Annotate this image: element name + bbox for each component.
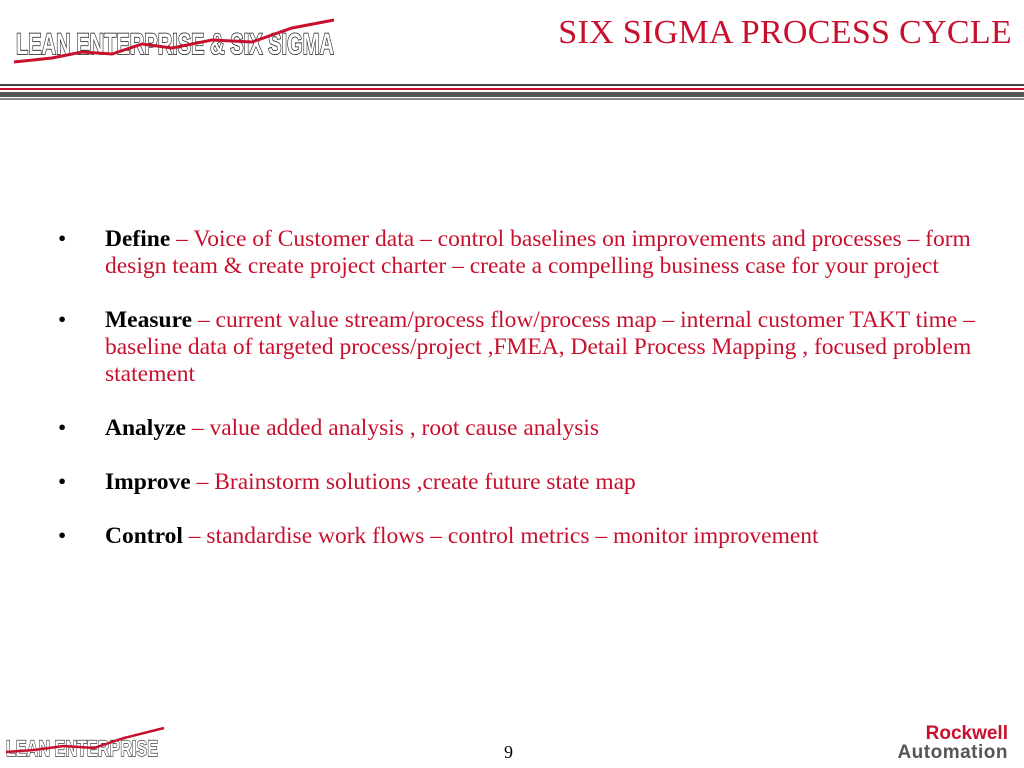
bullet-marker: •	[58, 523, 67, 549]
bullet-analyze	[58, 415, 988, 442]
bullet-control	[58, 523, 988, 550]
bullet-improve	[58, 469, 988, 496]
bullet-define	[58, 226, 988, 280]
bullet-term: Analyze	[105, 415, 186, 441]
bullet-measure	[58, 307, 988, 388]
bullet-marker: •	[58, 469, 67, 495]
bullet-list	[58, 226, 988, 577]
bullet-marker: •	[58, 415, 67, 441]
bullet-description: – value added analysis , root cause analysis	[185, 415, 600, 441]
header-rule-band	[0, 84, 1024, 104]
bullet-description: – current value stream/process flow/process map – internal customer TAKT time – baseline data of targeted process/project ,FMEA, Detail Process Mapping , focused problem statement	[105, 307, 975, 387]
rockwell-automation-logo	[897, 724, 1008, 762]
bullet-description: – Voice of Customer data – control baselines on improvements and processes – form design team & create project charter – create a compelling business case for your project	[105, 226, 971, 279]
bullet-description: – standardise work flows – control metrics – monitor improvement	[182, 523, 819, 549]
bullet-term: Control	[105, 523, 183, 549]
lean-enterprise-logo	[4, 726, 170, 762]
brand-name-line1: Rockwell	[925, 723, 1008, 744]
bullet-marker: •	[58, 307, 67, 333]
bullet-description: – Brainstorm solutions ,create future state map	[190, 469, 636, 495]
page-number: 9	[504, 742, 513, 762]
footer-logo-text: LEAN ENTERPRISE	[6, 736, 158, 761]
bullet-term: Improve	[105, 469, 191, 495]
brand-name-line2: Automation	[897, 742, 1008, 763]
header-logo-text: LEAN ENTERPRISE & SIX SIGMA	[16, 28, 334, 61]
bullet-term: Measure	[105, 307, 193, 333]
slide-title: SIX SIGMA PROCESS CYCLE	[558, 14, 1012, 51]
bullet-marker: •	[58, 226, 67, 252]
lean-six-sigma-logo	[12, 14, 342, 70]
bullet-term: Define	[105, 226, 171, 252]
